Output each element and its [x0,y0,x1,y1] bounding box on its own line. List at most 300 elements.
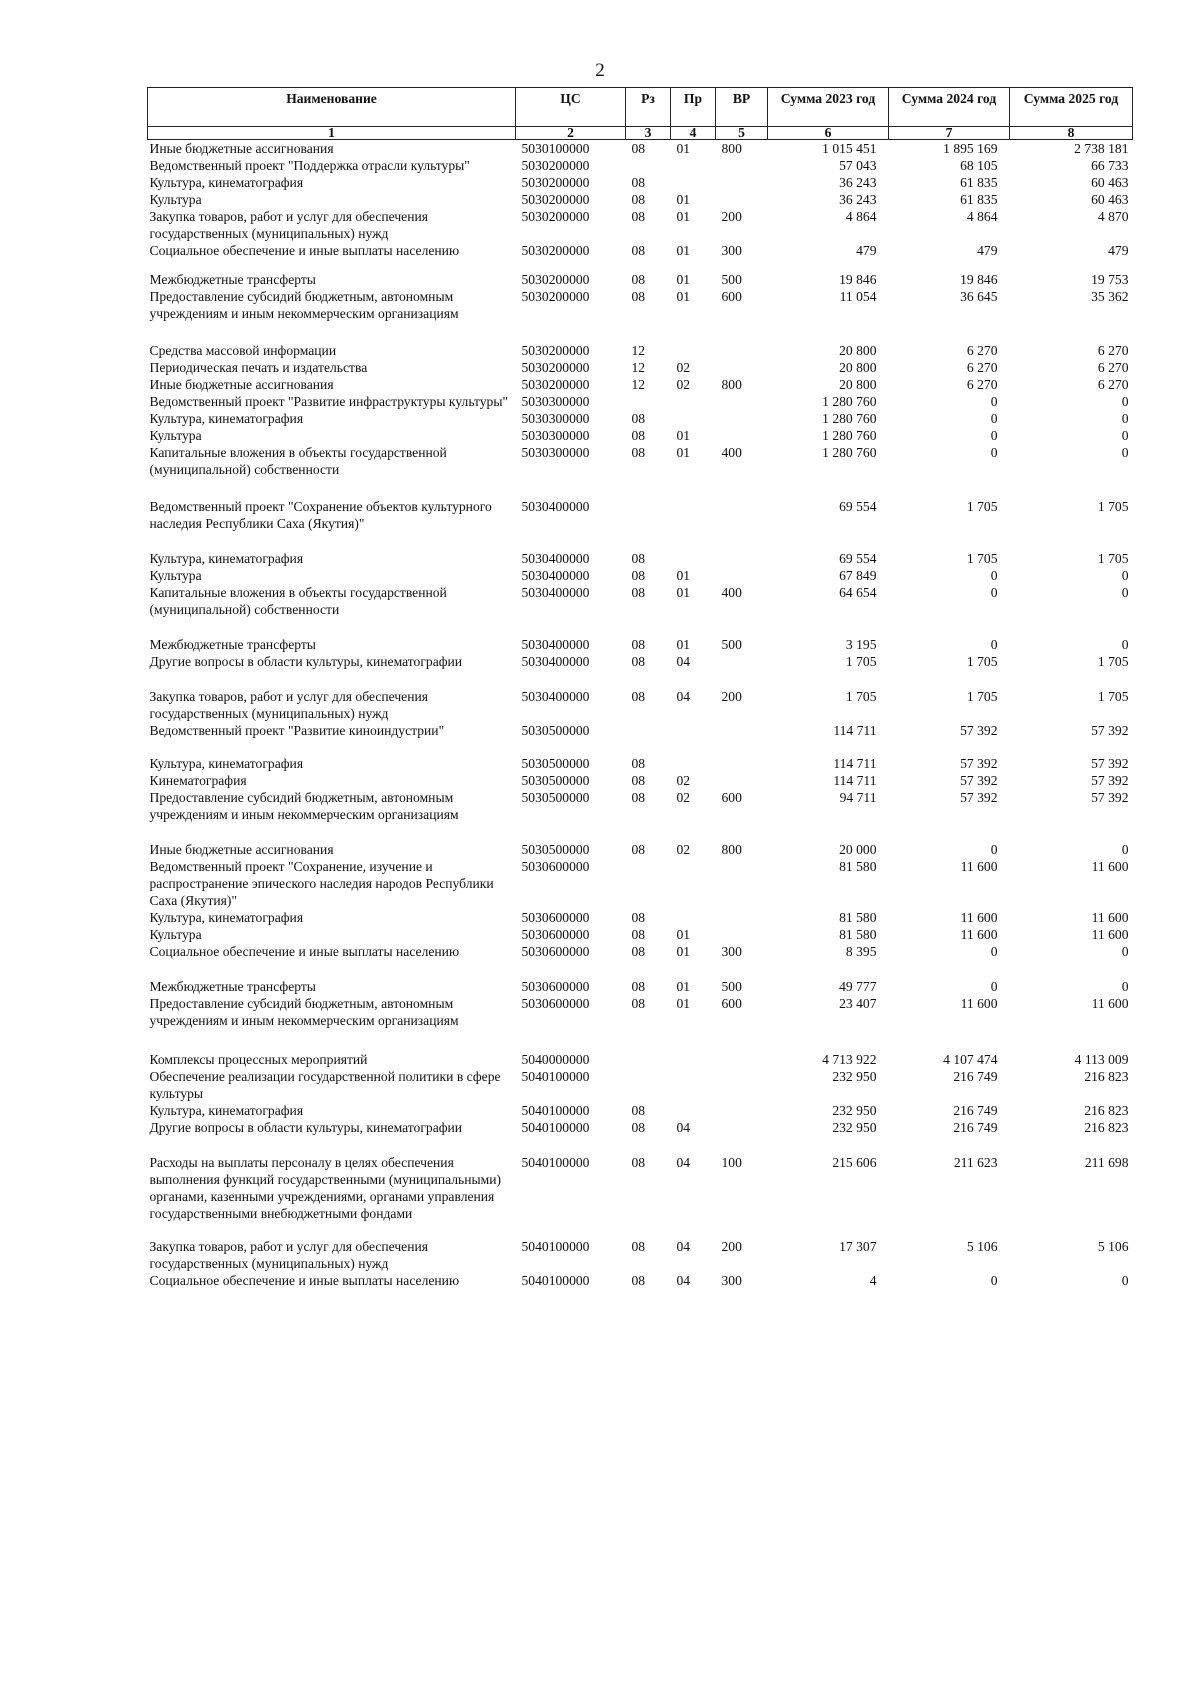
row-rz [626,498,671,532]
row-sum-2025: 57 392 [1091,756,1129,771]
row-rz: 12 [631,343,646,358]
row-pr: 01 [676,289,691,304]
row-sum-2025: 57 392 [1091,790,1129,805]
row-name: Культура, кинематография [149,175,304,190]
row-rz: 08 [631,1103,646,1118]
row-sum-2025: 5 106 [1097,1239,1129,1254]
row-rz: 08 [631,209,646,224]
row-sum-2023: 1 015 451 [822,141,877,156]
row-sum-2025: 0 [1121,585,1129,600]
row-pr [671,498,716,532]
column-number: 7 [889,127,1010,140]
row-pr: 01 [676,192,691,207]
table-header [148,88,1133,140]
row-sum-2025: 216 823 [1084,1120,1129,1135]
row-sum-2023: 11 054 [839,289,877,304]
table-row [148,567,1133,584]
row-sum-2024: 1 705 [966,551,998,566]
row-rz: 08 [631,551,646,566]
row-pr: 01 [676,272,691,287]
table-row [148,653,1133,670]
row-rz: 08 [631,979,646,994]
row-pr: 01 [676,209,691,224]
row-sum-2024: 61 835 [960,192,998,207]
page-number: 2 [595,60,605,81]
row-sum-2023: 20 800 [839,343,877,358]
table-row [148,498,1133,532]
table-row [148,1051,1133,1068]
row-cs-code: 5030500000 [521,842,590,857]
row-sum-2024: 1 705 [966,689,998,704]
row-sum-2024: 216 749 [953,1103,998,1118]
table-row [148,271,1133,288]
row-vr: 300 [721,1273,742,1288]
row-pr: 01 [676,996,691,1011]
row-name: Иные бюджетные ассигнования [149,842,334,857]
row-sum-2025: 0 [1121,842,1129,857]
table-row [148,1238,1133,1272]
row-sum-2025: 0 [1121,637,1129,652]
row-sum-2023: 232 950 [832,1069,877,1084]
row-cs-code: 5030200000 [521,243,590,258]
table-row [148,995,1133,1029]
row-rz [626,722,671,739]
row-vr [716,427,768,444]
row-vr: 500 [721,979,742,994]
row-cs-code: 5030400000 [521,654,590,669]
row-cs-code: 5040100000 [521,1103,590,1118]
row-sum-2024: 0 [990,568,998,583]
row-pr: 01 [676,141,691,156]
budget-table [147,87,1133,1289]
row-sum-2024: 6 270 [966,360,998,375]
header-vr: ВР [716,88,768,127]
row-rz [626,1051,671,1068]
row-vr: 200 [721,1239,742,1254]
row-sum-2023: 232 950 [832,1103,877,1118]
row-vr [716,926,768,943]
row-sum-2025: 0 [1121,394,1129,409]
row-vr [716,567,768,584]
row-sum-2024: 19 846 [960,272,998,287]
row-pr [671,342,716,359]
row-sum-2025: 57 392 [1091,773,1129,788]
table-row [148,755,1133,772]
row-pr: 01 [676,927,691,942]
row-name: Расходы на выплаты персоналу в целях обеспечения выполнения функций государственными (муниципальными) органами, казенными учреждениями, органами управления государственными внебюджетными фондами [149,1155,502,1221]
row-pr [671,755,716,772]
row-sum-2023: 23 407 [839,996,877,1011]
row-sum-2024: 0 [990,585,998,600]
row-vr: 600 [721,289,742,304]
table-row [148,342,1133,359]
row-sum-2025: 216 823 [1084,1069,1129,1084]
row-sum-2023: 232 950 [832,1120,877,1135]
row-vr [716,359,768,376]
row-pr: 01 [676,637,691,652]
row-rz: 08 [631,289,646,304]
row-cs-code: 5030200000 [521,343,590,358]
row-pr: 04 [676,654,691,669]
row-name: Культура [149,568,202,583]
row-rz: 08 [631,243,646,258]
row-vr: 600 [721,790,742,805]
row-vr: 800 [721,377,742,392]
column-number: 1 [148,127,516,140]
row-name: Комплексы процессных мероприятий [149,1052,368,1067]
row-vr [716,550,768,567]
row-pr: 01 [676,243,691,258]
row-sum-2023: 57 043 [839,158,877,173]
row-pr: 04 [676,1120,691,1135]
row-sum-2024: 6 270 [966,343,998,358]
row-sum-2023: 1 280 760 [822,394,877,409]
row-sum-2023: 114 711 [833,773,877,788]
row-rz: 08 [631,192,646,207]
row-sum-2025: 0 [1121,1273,1129,1288]
row-sum-2025: 211 698 [1084,1155,1129,1170]
row-pr: 01 [676,428,691,443]
row-sum-2023: 64 654 [839,585,877,600]
row-pr: 04 [676,1239,691,1254]
row-sum-2025: 60 463 [1091,175,1129,190]
budget-table-container [147,87,1132,1289]
row-name: Предоставление субсидий бюджетным, автономным учреждениям и иным некоммерческим организациям [149,996,459,1028]
row-name: Иные бюджетные ассигнования [149,141,334,156]
row-sum-2025: 1 705 [1097,654,1129,669]
row-sum-2025: 57 392 [1091,723,1129,738]
table-row [148,722,1133,739]
row-cs-code: 5030300000 [521,411,590,426]
column-number: 8 [1010,127,1133,140]
row-cs-code: 5030500000 [521,756,590,771]
row-rz [626,858,671,909]
column-number: 4 [671,127,716,140]
row-vr [716,410,768,427]
row-sum-2025: 1 705 [1097,689,1129,704]
row-cs-code: 5030600000 [521,927,590,942]
row-sum-2023: 36 243 [839,192,877,207]
table-row [148,789,1133,823]
row-name: Закупка товаров, работ и услуг для обеспечения государственных (муниципальных) нужд [149,209,428,241]
row-sum-2024: 0 [990,842,998,857]
row-sum-2023: 19 846 [839,272,877,287]
header-pr: Пр [671,88,716,127]
row-sum-2024: 36 645 [960,289,998,304]
row-pr: 02 [676,842,691,857]
row-sum-2024: 57 392 [960,773,998,788]
table-row [148,174,1133,191]
row-rz: 08 [631,141,646,156]
row-sum-2024: 57 392 [960,723,998,738]
row-sum-2023: 1 705 [845,654,877,669]
row-sum-2025: 0 [1121,445,1129,460]
row-name: Ведомственный проект "Развитие инфраструктуры культуры" [149,394,509,409]
row-cs-code: 5030600000 [521,859,590,874]
row-cs-code: 5030500000 [521,723,590,738]
header-sum-2025: Сумма 2025 год [1010,88,1133,127]
row-sum-2024: 0 [990,944,998,959]
row-vr: 400 [721,585,742,600]
row-vr: 100 [721,1155,742,1170]
row-name: Культура, кинематография [149,1103,304,1118]
row-vr [716,1102,768,1119]
row-name: Межбюджетные трансферты [149,637,316,652]
table-row [148,926,1133,943]
row-vr: 500 [721,637,742,652]
row-cs-code: 5030200000 [521,272,590,287]
row-rz: 08 [631,996,646,1011]
row-sum-2025: 11 600 [1091,927,1129,942]
row-sum-2023: 4 [869,1273,877,1288]
row-vr [716,755,768,772]
row-pr [671,1051,716,1068]
row-cs-code: 5030400000 [521,551,590,566]
row-rz: 08 [631,790,646,805]
row-pr [671,157,716,174]
row-rz [626,157,671,174]
row-pr [671,410,716,427]
row-rz: 08 [631,842,646,857]
row-name: Иные бюджетные ассигнования [149,377,334,392]
table-row [148,140,1133,158]
row-vr [716,653,768,670]
row-cs-code: 5030200000 [521,158,590,173]
row-sum-2024: 216 749 [953,1069,998,1084]
table-row [148,636,1133,653]
row-name: Кинематография [149,773,247,788]
row-sum-2023: 20 000 [839,842,877,857]
row-name: Культура, кинематография [149,411,304,426]
row-vr: 300 [721,243,742,258]
row-sum-2023: 114 711 [833,756,877,771]
table-row [148,157,1133,174]
row-sum-2023: 20 800 [839,377,877,392]
row-sum-2023: 1 705 [845,689,877,704]
row-vr [716,1119,768,1136]
row-sum-2024: 4 864 [966,209,998,224]
row-cs-code: 5030400000 [521,568,590,583]
row-rz: 08 [631,1155,646,1170]
row-pr: 01 [676,979,691,994]
table-row [148,943,1133,960]
row-cs-code: 5030600000 [521,979,590,994]
row-sum-2025: 0 [1121,411,1129,426]
row-name: Ведомственный проект "Сохранение объектов культурного наследия Республики Саха (Якутия)" [149,499,492,531]
row-pr: 04 [676,689,691,704]
row-pr [671,1068,716,1102]
table-row [148,1272,1133,1289]
row-sum-2025: 1 705 [1097,551,1129,566]
row-rz: 08 [631,411,646,426]
row-name: Другие вопросы в области культуры, кинематографии [149,654,463,669]
row-name: Закупка товаров, работ и услуг для обеспечения государственных (муниципальных) нужд [149,1239,428,1271]
row-vr [716,342,768,359]
row-cs-code: 5040100000 [521,1239,590,1254]
row-sum-2024: 0 [990,637,998,652]
row-cs-code: 5030300000 [521,428,590,443]
row-cs-code: 5030200000 [521,289,590,304]
row-sum-2024: 0 [990,979,998,994]
row-sum-2023: 67 849 [839,568,877,583]
row-sum-2025: 6 270 [1097,360,1129,375]
row-sum-2024: 479 [977,243,998,258]
row-vr [716,393,768,410]
table-row [148,1068,1133,1102]
row-sum-2023: 4 713 922 [822,1052,877,1067]
table-row [148,688,1133,722]
row-rz: 08 [631,1273,646,1288]
row-name: Обеспечение реализации государственной политики в сфере культуры [149,1069,501,1101]
row-rz: 08 [631,272,646,287]
row-vr [716,858,768,909]
row-cs-code: 5030600000 [521,944,590,959]
row-cs-code: 5030600000 [521,996,590,1011]
row-rz: 08 [631,175,646,190]
row-vr: 200 [721,209,742,224]
row-vr: 800 [721,141,742,156]
row-sum-2025: 11 600 [1091,859,1129,874]
row-rz: 08 [631,773,646,788]
row-name: Другие вопросы в области культуры, кинематографии [149,1120,463,1135]
row-rz: 08 [631,944,646,959]
row-sum-2024: 0 [990,445,998,460]
row-name: Культура, кинематография [149,910,304,925]
row-sum-2025: 66 733 [1091,158,1129,173]
column-number: 5 [716,127,768,140]
row-sum-2024: 11 600 [960,927,998,942]
row-sum-2024: 4 107 474 [943,1052,998,1067]
column-number: 3 [626,127,671,140]
table-row [148,376,1133,393]
row-name: Ведомственный проект "Сохранение, изучение и распространение эпического наследия народов Республики Саха (Якутия)" [149,859,494,908]
row-vr: 400 [721,445,742,460]
row-sum-2024: 0 [990,394,998,409]
row-rz: 08 [631,756,646,771]
row-sum-2023: 114 711 [833,723,877,738]
row-rz: 08 [631,428,646,443]
row-cs-code: 5040100000 [521,1273,590,1288]
row-cs-code: 5030500000 [521,790,590,805]
row-sum-2025: 19 753 [1091,272,1129,287]
row-cs-code: 5030100000 [521,141,590,156]
row-pr: 02 [676,360,691,375]
row-sum-2025: 6 270 [1097,377,1129,392]
row-cs-code: 5030400000 [521,499,590,514]
row-sum-2025: 1 705 [1097,499,1129,514]
row-vr [716,498,768,532]
header-rz: Рз [626,88,671,127]
row-pr [671,722,716,739]
row-sum-2023: 94 711 [839,790,877,805]
row-sum-2024: 57 392 [960,756,998,771]
row-sum-2025: 11 600 [1091,996,1129,1011]
table-row [148,191,1133,208]
table-body [148,140,1133,1290]
row-sum-2025: 60 463 [1091,192,1129,207]
row-vr [716,772,768,789]
header-sum-2023: Сумма 2023 год [768,88,889,127]
row-pr: 02 [676,773,691,788]
row-sum-2024: 5 106 [966,1239,998,1254]
row-vr [716,157,768,174]
table-row [148,410,1133,427]
row-cs-code: 5030400000 [521,689,590,704]
row-name: Социальное обеспечение и иные выплаты населению [149,944,460,959]
row-name: Культура [149,428,202,443]
row-sum-2025: 4 113 009 [1074,1052,1129,1067]
row-rz: 08 [631,910,646,925]
row-sum-2023: 1 280 760 [822,445,877,460]
row-sum-2023: 36 243 [839,175,877,190]
table-row [148,1119,1133,1136]
row-name: Межбюджетные трансферты [149,272,316,287]
row-sum-2024: 0 [990,411,998,426]
row-rz: 08 [631,1239,646,1254]
row-name: Закупка товаров, работ и услуг для обеспечения государственных (муниципальных) нужд [149,689,428,721]
row-rz: 08 [631,445,646,460]
table-row [148,288,1133,322]
row-vr [716,174,768,191]
row-sum-2024: 211 623 [953,1155,998,1170]
row-rz: 12 [631,377,646,392]
row-cs-code: 5040100000 [521,1120,590,1135]
header-name: Наименование [148,88,516,127]
row-cs-code: 5030500000 [521,773,590,788]
row-sum-2024: 1 705 [966,499,998,514]
row-cs-code: 5040100000 [521,1069,590,1084]
row-cs-code: 5030600000 [521,910,590,925]
row-sum-2025: 216 823 [1084,1103,1129,1118]
row-sum-2023: 49 777 [839,979,877,994]
table-row [148,427,1133,444]
row-vr [716,191,768,208]
row-cs-code: 5040100000 [521,1155,590,1170]
table-row [148,359,1133,376]
row-vr: 600 [721,996,742,1011]
row-sum-2024: 11 600 [960,996,998,1011]
row-sum-2024: 61 835 [960,175,998,190]
row-sum-2024: 0 [990,1273,998,1288]
row-vr [716,1051,768,1068]
row-sum-2023: 69 554 [839,499,877,514]
row-cs-code: 5030400000 [521,585,590,600]
column-number: 6 [768,127,889,140]
row-name: Предоставление субсидий бюджетным, автономным учреждениям и иным некоммерческим организациям [149,289,459,321]
row-sum-2023: 4 864 [845,209,877,224]
row-name: Ведомственный проект "Поддержка отрасли культуры" [149,158,470,173]
row-vr [716,1068,768,1102]
row-sum-2024: 68 105 [960,158,998,173]
table-row [148,772,1133,789]
row-sum-2023: 81 580 [839,859,877,874]
table-row [148,550,1133,567]
row-rz [626,1068,671,1102]
row-vr: 300 [721,944,742,959]
row-name: Межбюджетные трансферты [149,979,316,994]
header-sum-2024: Сумма 2024 год [889,88,1010,127]
table-row [148,208,1133,242]
row-pr: 01 [676,585,691,600]
row-vr: 200 [721,689,742,704]
row-name: Ведомственный проект "Развитие киноиндустрии" [149,723,445,738]
row-pr [671,550,716,567]
row-rz: 08 [631,568,646,583]
row-pr [671,909,716,926]
row-sum-2023: 17 307 [839,1239,877,1254]
row-pr [671,858,716,909]
row-cs-code: 5030200000 [521,192,590,207]
